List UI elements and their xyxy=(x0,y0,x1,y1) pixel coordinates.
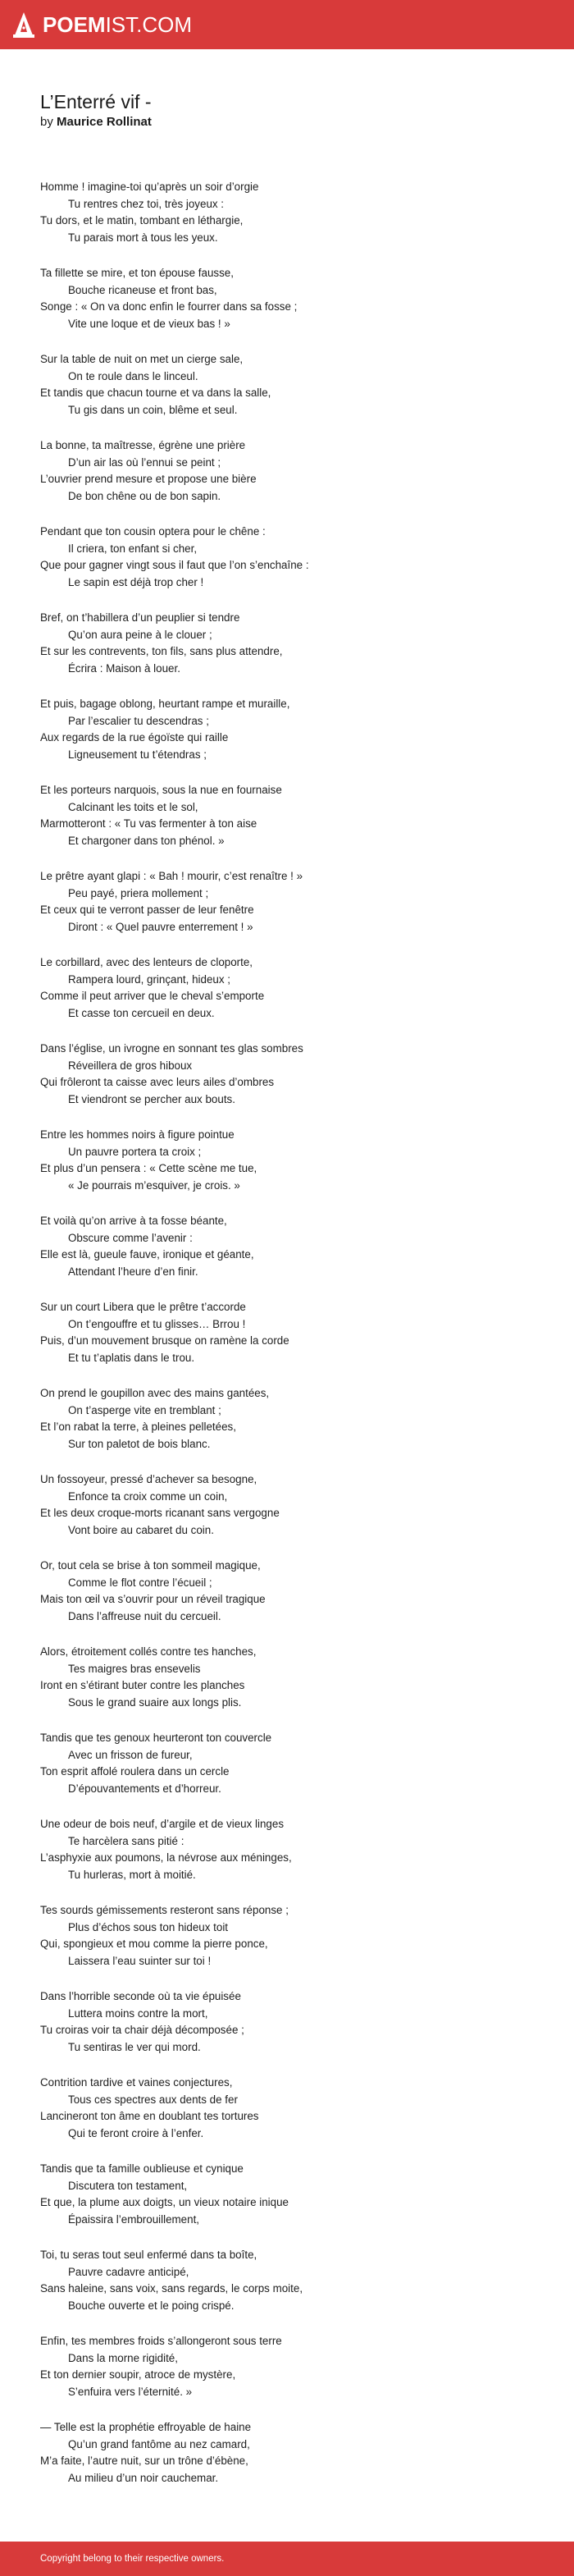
poem-line: Or, tout cela se brise à ton sommeil magique, xyxy=(40,1559,261,1572)
stanza xyxy=(40,2075,549,2142)
poem-line: Vite une loque et de vieux bas ! » xyxy=(68,317,230,330)
poem-line: Tu sentiras le ver qui mord. xyxy=(68,2040,201,2053)
poem-body xyxy=(40,179,549,2505)
logo-bold-text: POEM xyxy=(43,12,106,37)
poem-line: Elle est là, gueule fauve, ironique et géante, xyxy=(40,1248,254,1261)
stanza xyxy=(40,1213,549,1280)
poem-line: L’asphyxie aux poumons, la névrose aux méninges, xyxy=(40,1851,292,1865)
poem-line: Réveillera de gros hiboux xyxy=(68,1059,193,1072)
poem-line: Tu rentres chez toi, très joyeux : xyxy=(68,197,225,210)
poem-line: — Telle est la prophétie effroyable de haine xyxy=(40,2421,252,2433)
poem-line: On t’asperge vite en tremblant ; xyxy=(68,1403,221,1416)
stanza xyxy=(40,1299,549,1366)
poem-line: Sur ton paletot de bois blanc. xyxy=(68,1437,211,1450)
poem-line: Sur un court Libera que le prêtre t’accorde xyxy=(40,1301,246,1313)
poem-line: Calcinant les toits et le sol, xyxy=(68,800,198,813)
poem-line: Le corbillard, avec des lenteurs de cloporte, xyxy=(40,956,253,968)
poem-line: Écrira : Maison à louer. xyxy=(68,661,180,675)
poem-line: Et tu t’aplatis dans le trou. xyxy=(68,1351,195,1364)
poem-line: M’a faite, l’autre nuit, sur un trône d’ébène, xyxy=(40,2455,248,2468)
poem-line: Dans l’église, un ivrogne en sonnant tes glas sombres xyxy=(40,1042,303,1055)
poem-line: Bouche ouverte et le poing crispé. xyxy=(68,2299,235,2312)
poem-line: D’un air las où l’ennui se peint ; xyxy=(68,455,221,469)
poem-line: Une odeur de bois neuf, d’argile et de vieux linges xyxy=(40,1818,285,1830)
logo-light-text: IST.COM xyxy=(105,12,193,37)
stanza xyxy=(40,1644,549,1711)
poem-line: « Je pourrais m’esquiver, je crois. » xyxy=(68,1178,240,1192)
stanza xyxy=(40,1385,549,1453)
poem-line: Songe : « On va donc enfin le fourrer dans sa fosse ; xyxy=(40,300,298,313)
stanza xyxy=(40,1041,549,1108)
poem-line: Bouche ricaneuse et front bas, xyxy=(68,283,217,296)
poem-line: Homme ! imagine-toi qu’après un soir d’orgie xyxy=(40,181,259,193)
stanza xyxy=(40,954,549,1022)
poem-line: Pauvre cadavre anticipé, xyxy=(68,2265,189,2278)
poem-line: Et ceux qui te verront passer de leur fenêtre xyxy=(40,904,254,917)
poem-line: Discutera ton testament, xyxy=(68,2179,188,2192)
stanza xyxy=(40,610,549,677)
poem-line: Vont boire au cabaret du coin. xyxy=(68,1523,214,1536)
poem-line: Plus d’échos sous ton hideux toit xyxy=(68,1920,229,1933)
poem-byline xyxy=(40,114,152,130)
stanza xyxy=(40,179,549,246)
poem-line: Comme le flot contre l’écueil ; xyxy=(68,1576,212,1589)
poem-line: Enfin, tes membres froids s’allongeront sous terre xyxy=(40,2335,282,2347)
poem-line: Qui frôleront ta caisse avec leurs ailes d’ombres xyxy=(40,1076,275,1089)
poem-line: Peu payé, priera mollement ; xyxy=(68,886,209,899)
poem-line: Laissera l’eau suinter sur toi ! xyxy=(68,1954,212,1967)
poem-line: Contrition tardive et vaines conjectures, xyxy=(40,2076,233,2089)
poem-line: Sous le grand suaire aux longs plis. xyxy=(68,1695,242,1709)
poem-line: Bref, on t’habillera d’un peuplier si tendre xyxy=(40,611,240,624)
poem-line: Le sapin est déjà trop cher ! xyxy=(68,575,204,588)
poem-line: Diront : « Quel pauvre enterrement ! » xyxy=(68,920,253,933)
site-footer xyxy=(0,2542,574,2576)
poem-line: Sur la table de nuit on met un cierge sale, xyxy=(40,353,244,365)
poem-line: Tu gis dans un coin, blême et seul. xyxy=(68,403,238,416)
poem-line: Avec un frisson de fureur, xyxy=(68,1748,193,1761)
byline-prefix: by xyxy=(40,115,53,129)
poem-line: Puis, d’un mouvement brusque on ramène la corde xyxy=(40,1334,289,1347)
poem-line: Tous ces spectres aux dents de fer xyxy=(68,2093,238,2106)
stanza xyxy=(40,1127,549,1194)
poem-line: Tandis que ta famille oublieuse et cynique xyxy=(40,2162,244,2175)
poem-line: Un pauvre portera ta croix ; xyxy=(68,1145,202,1158)
poem-line: Rampera lourd, grinçant, hideux ; xyxy=(68,972,230,986)
poem-line: Qui, spongieux et mou comme la pierre ponce, xyxy=(40,1938,268,1951)
poem-line: Épaissira l’embrouillement, xyxy=(68,2212,200,2226)
poem-line: Dans l’horrible seconde où ta vie épuisée xyxy=(40,1990,241,2002)
poem-line: Et les deux croque-morts ricanant sans vergogne xyxy=(40,1507,280,1520)
poem-line: Iront en s’étirant buter contre les planches xyxy=(40,1679,245,1692)
poem-line: Un fossoyeur, pressé d’achever sa besogne, xyxy=(40,1473,257,1485)
stanza xyxy=(40,2161,549,2228)
poem-line: Ta fillette se mire, et ton épouse fausse, xyxy=(40,267,234,279)
poem-line: Tandis que tes genoux heurteront ton couvercle xyxy=(40,1732,272,1744)
poem-line: Ligneusement tu t’étendras ; xyxy=(68,748,207,761)
poem-line: Luttera moins contre la mort, xyxy=(68,2006,208,2020)
footer-copyright: Copyright belong to their respective owners. xyxy=(40,2554,225,2564)
poem-line: Et ton dernier soupir, atroce de mystère, xyxy=(40,2368,236,2382)
stanza xyxy=(40,2333,549,2400)
poem-heading xyxy=(40,90,152,130)
poem-line: Tu hurleras, mort à moitié. xyxy=(68,1868,196,1881)
stanza xyxy=(40,2247,549,2314)
poem-line: Aux regards de la rue égoïste qui raille xyxy=(40,731,229,744)
poem-line: Ton esprit affolé roulera dans un cercle xyxy=(40,1765,230,1778)
poem-line: Et chargoner dans ton phénol. » xyxy=(68,834,225,847)
poem-line: Dans l’affreuse nuit du cercueil. xyxy=(68,1609,221,1622)
poem-line: Entre les hommes noirs à figure pointue xyxy=(40,1128,235,1141)
poem-line: Attendant l’heure d’en finir. xyxy=(68,1265,198,1278)
poem-line: Qu’un grand fantôme au nez camard, xyxy=(68,2437,250,2450)
poem-title: L’Enterré vif - xyxy=(40,91,152,112)
poem-line: La bonne, ta maîtresse, égrène une prière xyxy=(40,439,246,451)
poem-line: Le prêtre ayant glapi : « Bah ! mourir, c’est renaître ! » xyxy=(40,870,303,882)
poem-line: D’épouvantements et d’horreur. xyxy=(68,1782,221,1795)
poem-line: Tu croiras voir ta chair déjà décomposée ; xyxy=(40,2024,244,2037)
poem-line: Obscure comme l’avenir : xyxy=(68,1231,193,1244)
poem-line: Il criera, ton enfant si cher, xyxy=(68,542,198,555)
poem-author: Maurice Rollinat xyxy=(57,115,152,129)
pen-nib-icon xyxy=(13,11,34,38)
poem-line: Lancineront ton âme en doublant tes tortures xyxy=(40,2110,259,2123)
stanza xyxy=(40,1558,549,1625)
stanza xyxy=(40,696,549,763)
poem-line: Te harcèlera sans pitié : xyxy=(68,1834,184,1847)
poem-line: Pendant que ton cousin optera pour le chêne : xyxy=(40,525,266,538)
stanza xyxy=(40,351,549,419)
stanza xyxy=(40,868,549,936)
poem-line: Et casse ton cercueil en deux. xyxy=(68,1006,215,1019)
stanza xyxy=(40,524,549,591)
poem-line: Qu’on aura peine à le clouer ; xyxy=(68,628,212,641)
stanza xyxy=(40,2419,549,2487)
poem-line: Au milieu d’un noir cauchemar. xyxy=(68,2471,219,2484)
poem-line: Et plus d’un pensera : « Cette scène me tue, xyxy=(40,1162,257,1175)
poem-line: Dans la morne rigidité, xyxy=(68,2351,178,2364)
poem-line: Et puis, bagage oblong, heurtant rampe et muraille, xyxy=(40,698,290,710)
poem-line: Et tandis que chacun tourne et va dans la salle, xyxy=(40,387,271,400)
poem-line: Tu dors, et le matin, tombant en léthargie, xyxy=(40,214,244,227)
stanza xyxy=(40,1730,549,1797)
poem-line: Marmotteront : « Tu vas fermenter à ton aise xyxy=(40,817,257,830)
poem-line: Et les porteurs narquois, sous la nue en fournaise xyxy=(40,784,282,796)
poem-line: S’enfuira vers l’éternité. » xyxy=(68,2385,193,2398)
poem-line: Que pour gagner vingt sous il faut que l’on s’enchaîne : xyxy=(40,559,309,572)
stanza xyxy=(40,782,549,849)
stanza xyxy=(40,1471,549,1539)
poem-line: On te roule dans le linceul. xyxy=(68,369,198,382)
poem-line: Qui te feront croire à l’enfer. xyxy=(68,2126,204,2139)
poem-line: L’ouvrier prend mesure et propose une bière xyxy=(40,473,257,486)
poem-line: Tes sourds gémissements resteront sans réponse ; xyxy=(40,1904,289,1916)
poem-line: Enfonce ta croix comme un coin, xyxy=(68,1489,228,1503)
poem-line: Mais ton œil va s’ouvrir pour un réveil tragique xyxy=(40,1593,266,1606)
stanza xyxy=(40,437,549,505)
poem-line: De bon chêne ou de bon sapin. xyxy=(68,489,221,502)
poem-line: Toi, tu seras tout seul enfermé dans ta boîte, xyxy=(40,2249,257,2261)
stanza xyxy=(40,1816,549,1883)
poem-line: On prend le goupillon avec des mains gantées, xyxy=(40,1387,270,1399)
poem-line: Sans haleine, sans voix, sans regards, le corps moite, xyxy=(40,2282,303,2295)
poem-line: Comme il peut arriver que le cheval s’emporte xyxy=(40,990,265,1003)
poem-line: Et sur les contrevents, ton fils, sans plus attendre, xyxy=(40,645,283,658)
poem-line: Et que, la plume aux doigts, un vieux notaire inique xyxy=(40,2196,289,2209)
stanza xyxy=(40,1988,549,2056)
poem-line: Et voilà qu’on arrive à ta fosse béante, xyxy=(40,1215,227,1227)
stanza xyxy=(40,265,549,332)
site-logo[interactable] xyxy=(13,11,192,39)
stanza xyxy=(40,1902,549,1970)
poem-line: Et viendront se percher aux bouts. xyxy=(68,1092,235,1105)
poem-line: Par l’escalier tu descendras ; xyxy=(68,714,209,727)
poem-line: Alors, étroitement collés contre tes hanches, xyxy=(40,1645,257,1658)
poem-line: Tes maigres bras ensevelis xyxy=(68,1662,201,1675)
poem-line: On t’engouffre et tu glisses… Brrou ! xyxy=(68,1317,246,1330)
site-logo-text xyxy=(43,11,192,39)
poem-line: Et l’on rabat la terre, à pleines pelletées, xyxy=(40,1421,236,1434)
site-header xyxy=(0,0,574,49)
poem-line: Tu parais mort à tous les yeux. xyxy=(68,231,218,244)
